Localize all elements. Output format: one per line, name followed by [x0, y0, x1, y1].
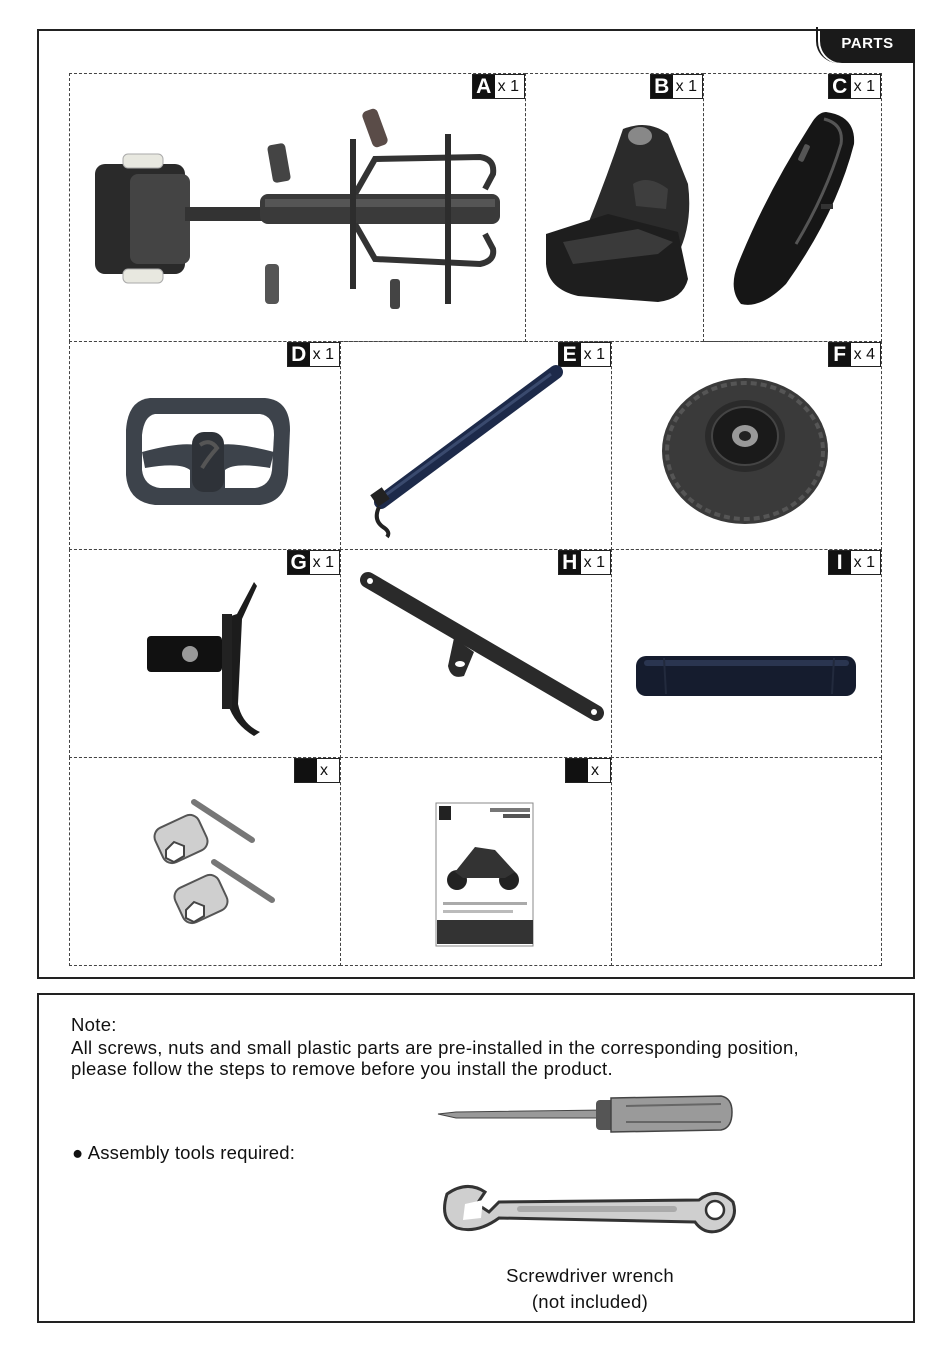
tools-required-label: ● Assembly tools required:: [72, 1142, 296, 1163]
bar-image: [356, 568, 606, 728]
part-cell-e: [340, 341, 612, 550]
seat-image: [538, 114, 698, 309]
steering-wheel-image: [120, 390, 295, 515]
part-cell-empty: [611, 757, 882, 966]
note-heading: Note:: [71, 1014, 117, 1035]
manual-image: [435, 802, 535, 948]
part-label: H x 1: [558, 550, 611, 575]
part-cell-c: [703, 73, 882, 342]
wrench-icon: [437, 1178, 739, 1240]
steering-column-image: [361, 362, 566, 542]
part-label: A x 1: [472, 74, 525, 99]
part-label: x: [565, 758, 611, 783]
socket-wrenches-image: [152, 790, 302, 950]
part-label: F x 4: [828, 342, 881, 367]
part-cell-a: [69, 73, 526, 342]
part-cell-wrenches: [69, 757, 341, 966]
part-label: I x 1: [828, 550, 881, 575]
part-cell-d: [69, 341, 341, 550]
part-label: C x 1: [828, 74, 881, 99]
part-label: B x 1: [650, 74, 703, 99]
tool-caption: Screwdriver wrench: [506, 1265, 674, 1286]
wheel-image: [660, 376, 830, 526]
part-cell-b: [525, 73, 704, 342]
not-included-caption: (not included): [531, 1291, 649, 1312]
foam-pad-image: [634, 650, 859, 702]
part-cell-f: [611, 341, 882, 550]
note-line-1: All screws, nuts and small plastic parts are pre-installed in the corresponding position,: [71, 1037, 799, 1058]
part-cell-i: [611, 549, 882, 758]
part-label: E x 1: [558, 342, 611, 367]
seat-bracket-image: [142, 574, 282, 739]
parts-tab: PARTS: [820, 29, 915, 63]
front-cover-image: [726, 104, 866, 314]
part-label: G x 1: [287, 550, 340, 575]
part-label: x: [294, 758, 340, 783]
part-cell-manual: [340, 757, 612, 966]
part-cell-h: [340, 549, 612, 758]
note-line-2: please follow the steps to remove before you install the product.: [71, 1058, 613, 1079]
screwdriver-icon: [436, 1092, 736, 1142]
part-cell-g: [69, 549, 341, 758]
kart-frame-image: [85, 99, 515, 329]
part-label: D x 1: [287, 342, 340, 367]
